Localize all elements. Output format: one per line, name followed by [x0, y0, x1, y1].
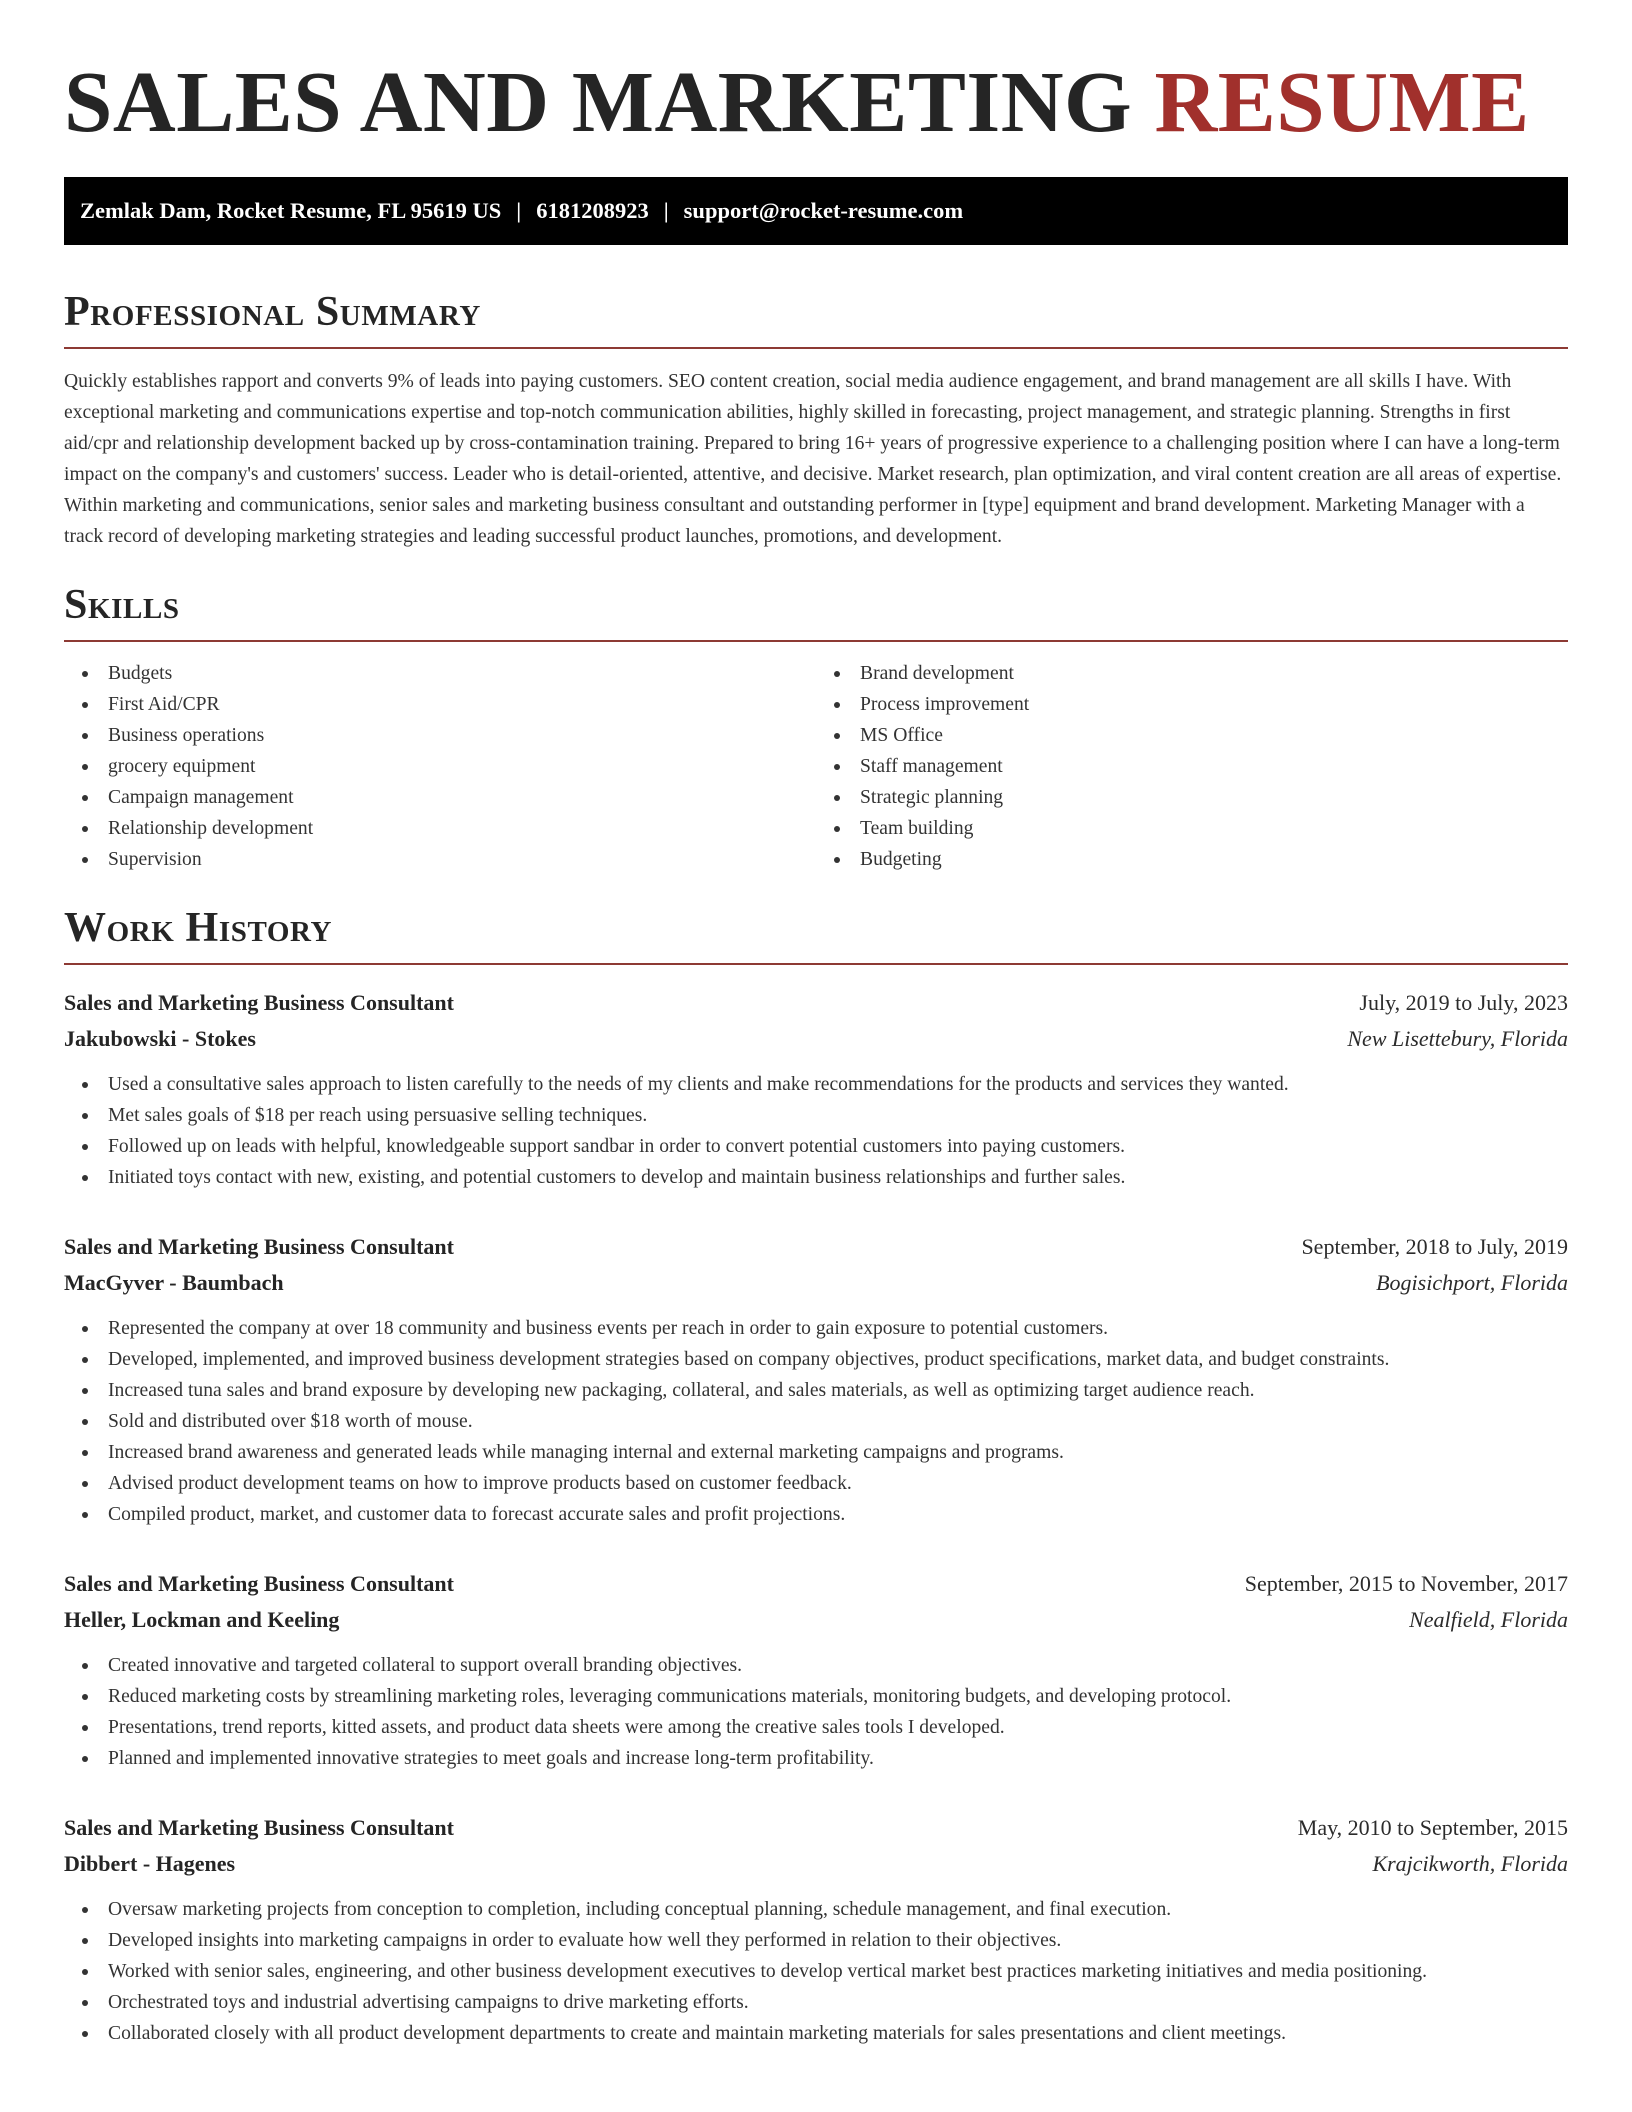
job-company: Heller, Lockman and Keeling: [64, 1607, 340, 1632]
job-dates: May, 2010 to September, 2015: [1297, 1815, 1568, 1840]
job-company-row: [64, 1021, 1568, 1057]
contact-separator: |: [663, 198, 669, 223]
contact-bar: [64, 177, 1568, 245]
job-dates: September, 2018 to July, 2019: [1301, 1234, 1568, 1259]
contact-address: Zemlak Dam, Rocket Resume, FL 95619 US: [80, 198, 502, 223]
job-company-row: [64, 1265, 1568, 1301]
job-bullet: Followed up on leads with helpful, knowledgeable support sandbar in order to convert potential customers into paying customers.: [108, 1131, 1568, 1162]
job-bullet: Increased tuna sales and brand exposure by developing new packaging, collateral, and sales materials, as well as optimizing target audience reach.: [108, 1375, 1568, 1406]
job-entry: [64, 1566, 1568, 1774]
job-location: Bogisichport, Florida: [1376, 1270, 1568, 1295]
skills-list-left: [64, 658, 816, 875]
job-bullet: Worked with senior sales, engineering, and other business development executives to develop vertical market best practices marketing initiatives and media positioning.: [108, 1956, 1568, 1987]
job-bullet: Developed, implemented, and improved business development strategies based on company objectives, product specifications, market data, and budget constraints.: [108, 1344, 1568, 1375]
skill-item: Supervision: [108, 844, 816, 875]
skill-item: Budgets: [108, 658, 816, 689]
section-heading-summary: Professional Summary: [64, 289, 481, 335]
job-bullets: [64, 1650, 1568, 1774]
skill-item: Strategic planning: [860, 782, 1568, 813]
job-title: Sales and Marketing Business Consultant: [64, 1234, 454, 1259]
skill-item: Process improvement: [860, 689, 1568, 720]
section-heading-skills: Skills: [64, 582, 180, 628]
skills-section: [64, 580, 1568, 875]
skill-item: Relationship development: [108, 813, 816, 844]
contact-email: support@rocket-resume.com: [683, 198, 964, 223]
summary-text: Quickly establishes rapport and converts 9% of leads into paying customers. SEO content creation, social media audience engagement, and brand management are all skills I have. With exceptional marketing and communications expertise and top-notch communication abilities, highly skilled in forecasting, project management, and strategic planning. Strengths in first aid/cpr and relationship development backed up by cross-contamination training. Prepared to bring 16+ years of progressive experience to a challenging position where I can have a long-term impact on the company's and customers' success. Leader who is detail-oriented, attentive, and decisive. Market research, plan optimization, and viral content creation are all areas of expertise. Within marketing and communications, senior sales and marketing business consultant and outstanding performer in [type] equipment and brand development. Marketing Manager with a track record of developing marketing strategies and leading successful product launches, promotions, and development.: [64, 371, 1562, 547]
skill-item: Business operations: [108, 720, 816, 751]
professional-summary-section: [64, 287, 1568, 552]
job-bullets: [64, 1894, 1568, 2049]
resume-title-main: SALES AND MARKETING: [64, 53, 1133, 150]
job-bullets: [64, 1313, 1568, 1530]
skills-list-right: [816, 658, 1568, 875]
job-bullet: Represented the company at over 18 community and business events per reach in order to gain exposure to potential customers.: [108, 1313, 1568, 1344]
job-dates: September, 2015 to November, 2017: [1244, 1571, 1568, 1596]
job-bullet: Initiated toys contact with new, existing, and potential customers to develop and maintain business relationships and further sales.: [108, 1162, 1568, 1193]
resume-title-accent: RESUME: [1154, 53, 1530, 150]
job-company-row: [64, 1846, 1568, 1882]
job-entry: [64, 1810, 1568, 2049]
job-entry: [64, 985, 1568, 1193]
job-bullet: Collaborated closely with all product development departments to create and maintain marketing materials for sales presentations and client meetings.: [108, 2018, 1568, 2049]
job-title: Sales and Marketing Business Consultant: [64, 1571, 454, 1596]
job-bullets: [64, 1069, 1568, 1193]
section-divider: [64, 963, 1568, 965]
skill-item: First Aid/CPR: [108, 689, 816, 720]
job-dates: July, 2019 to July, 2023: [1359, 990, 1568, 1015]
job-title: Sales and Marketing Business Consultant: [64, 1815, 454, 1840]
job-bullet: Increased brand awareness and generated leads while managing internal and external marketing campaigns and programs.: [108, 1437, 1568, 1468]
skills-grid: [64, 658, 1568, 875]
job-bullet: Used a consultative sales approach to listen carefully to the needs of my clients and make recommendations for the products and services they wanted.: [108, 1069, 1568, 1100]
skill-item: Campaign management: [108, 782, 816, 813]
job-header-row: [64, 1229, 1568, 1265]
work-history-section: [64, 903, 1568, 2049]
job-header-row: [64, 1810, 1568, 1846]
job-bullet: Planned and implemented innovative strategies to meet goals and increase long-term profitability.: [108, 1743, 1568, 1774]
skill-item: Staff management: [860, 751, 1568, 782]
job-company: Dibbert - Hagenes: [64, 1851, 236, 1876]
resume-title: [64, 52, 1568, 152]
job-bullet: Oversaw marketing projects from conception to completion, including conceptual planning, schedule management, and final execution.: [108, 1894, 1568, 1925]
section-heading-work-history: Work History: [64, 905, 333, 951]
skill-item: Team building: [860, 813, 1568, 844]
job-company: Jakubowski - Stokes: [64, 1026, 256, 1051]
contact-separator: |: [516, 198, 522, 223]
job-bullet: Met sales goals of $18 per reach using persuasive selling techniques.: [108, 1100, 1568, 1131]
job-location: New Lisettebury, Florida: [1347, 1026, 1568, 1051]
job-header-row: [64, 985, 1568, 1021]
section-divider: [64, 640, 1568, 642]
skill-item: Brand development: [860, 658, 1568, 689]
job-header-row: [64, 1566, 1568, 1602]
job-location: Krajcikworth, Florida: [1372, 1851, 1568, 1876]
section-divider: [64, 347, 1568, 349]
job-bullet: Presentations, trend reports, kitted assets, and product data sheets were among the creative sales tools I developed.: [108, 1712, 1568, 1743]
job-company: MacGyver - Baumbach: [64, 1270, 284, 1295]
skill-item: grocery equipment: [108, 751, 816, 782]
job-bullet: Sold and distributed over $18 worth of mouse.: [108, 1406, 1568, 1437]
job-bullet: Advised product development teams on how to improve products based on customer feedback.: [108, 1468, 1568, 1499]
job-bullet: Developed insights into marketing campaigns in order to evaluate how well they performed in relation to their objectives.: [108, 1925, 1568, 1956]
job-bullet: Compiled product, market, and customer data to forecast accurate sales and profit projections.: [108, 1499, 1568, 1530]
job-bullet: Created innovative and targeted collateral to support overall branding objectives.: [108, 1650, 1568, 1681]
job-bullet: Orchestrated toys and industrial advertising campaigns to drive marketing efforts.: [108, 1987, 1568, 2018]
job-entry: [64, 1229, 1568, 1530]
skill-item: Budgeting: [860, 844, 1568, 875]
skill-item: MS Office: [860, 720, 1568, 751]
job-company-row: [64, 1602, 1568, 1638]
job-bullet: Reduced marketing costs by streamlining marketing roles, leveraging communications materials, monitoring budgets, and developing protocol.: [108, 1681, 1568, 1712]
contact-phone: 6181208923: [536, 198, 649, 223]
job-title: Sales and Marketing Business Consultant: [64, 990, 454, 1015]
job-location: Nealfield, Florida: [1409, 1607, 1568, 1632]
